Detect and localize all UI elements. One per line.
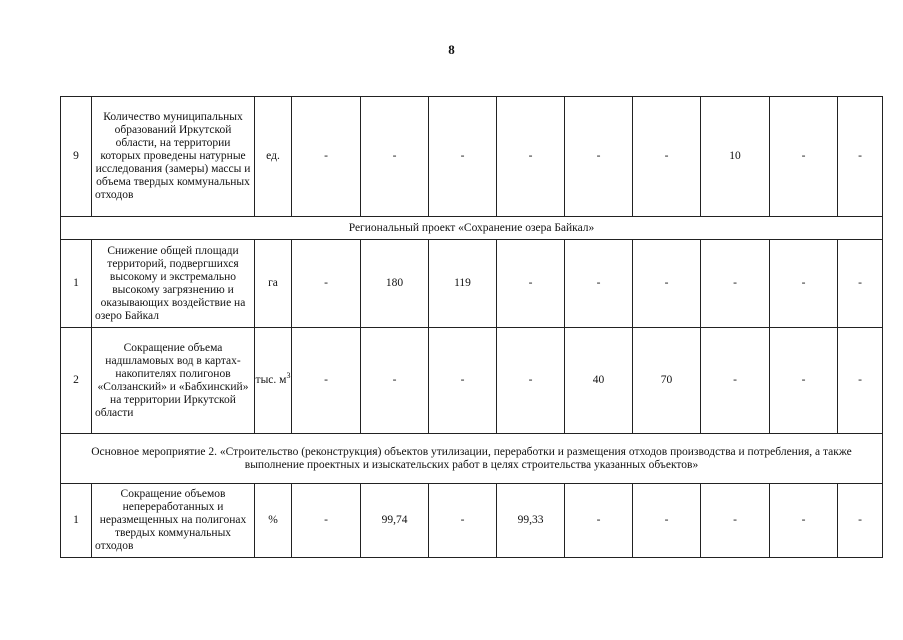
value-cell: - (633, 484, 701, 558)
value-cell: - (565, 240, 633, 328)
value-cell: - (838, 97, 883, 217)
value-cell: - (701, 240, 770, 328)
value-cell: - (838, 328, 883, 434)
unit-label: га (268, 277, 278, 289)
section-row (61, 217, 883, 240)
value-cell: - (292, 328, 361, 434)
value-cell: - (565, 484, 633, 558)
value-cell: - (497, 240, 565, 328)
value-cell: 99,33 (497, 484, 565, 558)
table-row (61, 484, 883, 558)
value-cell: - (361, 328, 429, 434)
value-cell: - (838, 240, 883, 328)
unit-superscript: 3 (286, 371, 291, 381)
row-number: 1 (61, 240, 92, 328)
table-row (61, 97, 883, 217)
unit-label: ед. (266, 150, 280, 162)
unit-cell (255, 240, 292, 328)
indicator-name: Снижение общей площади территорий, подвергшихся высокому и экстремально высокому загрязнению и оказывающих воздействие на озеро Байкал (92, 240, 255, 328)
value-cell: - (701, 328, 770, 434)
row-number: 9 (61, 97, 92, 217)
value-cell: 10 (701, 97, 770, 217)
value-cell: 99,74 (361, 484, 429, 558)
table-row (61, 328, 883, 434)
indicator-name: Количество муниципальных образований Иркутской области, на территории которых проведены натурные исследования (замеры) массы и объема твердых коммунальных отходов (92, 97, 255, 217)
value-cell: - (497, 328, 565, 434)
unit-cell (255, 97, 292, 217)
value-cell: - (429, 484, 497, 558)
value-cell: 119 (429, 240, 497, 328)
row-number: 1 (61, 484, 92, 558)
table-row (61, 240, 883, 328)
value-cell: - (565, 97, 633, 217)
value-cell: - (429, 328, 497, 434)
indicator-name: Сокращение объема надшламовых вод в картах-накопителях полигонов «Солзанский» и «Бабхинский» на территории Иркутской области (92, 328, 255, 434)
value-cell: - (497, 97, 565, 217)
value-cell: - (633, 97, 701, 217)
value-cell: - (770, 240, 838, 328)
indicator-name: Сокращение объемов непереработанных и неразмещенных на полигонах твердых коммунальных отходов (92, 484, 255, 558)
value-cell: - (701, 484, 770, 558)
value-cell: 180 (361, 240, 429, 328)
value-cell: - (770, 328, 838, 434)
unit-label: % (268, 514, 278, 526)
value-cell: - (292, 97, 361, 217)
section-title: Региональный проект «Сохранение озера Байкал» (61, 217, 883, 240)
value-cell: 40 (565, 328, 633, 434)
section-row (61, 434, 883, 484)
value-cell: 70 (633, 328, 701, 434)
unit-cell (255, 328, 292, 434)
value-cell: - (292, 484, 361, 558)
value-cell: - (361, 97, 429, 217)
unit-cell (255, 484, 292, 558)
value-cell: - (770, 484, 838, 558)
value-cell: - (633, 240, 701, 328)
unit-label: тыс. м (255, 374, 287, 386)
indicators-table (60, 96, 883, 558)
section-title: Основное мероприятие 2. «Строительство (реконструкция) объектов утилизации, переработки и размещения отходов производства и потребления, а также выполнение проектных и изыскательских работ в целях строительства указанных объектов» (61, 434, 883, 484)
value-cell: - (770, 97, 838, 217)
value-cell: - (429, 97, 497, 217)
value-cell: - (838, 484, 883, 558)
page-number: 8 (448, 42, 455, 57)
value-cell: - (292, 240, 361, 328)
row-number: 2 (61, 328, 92, 434)
